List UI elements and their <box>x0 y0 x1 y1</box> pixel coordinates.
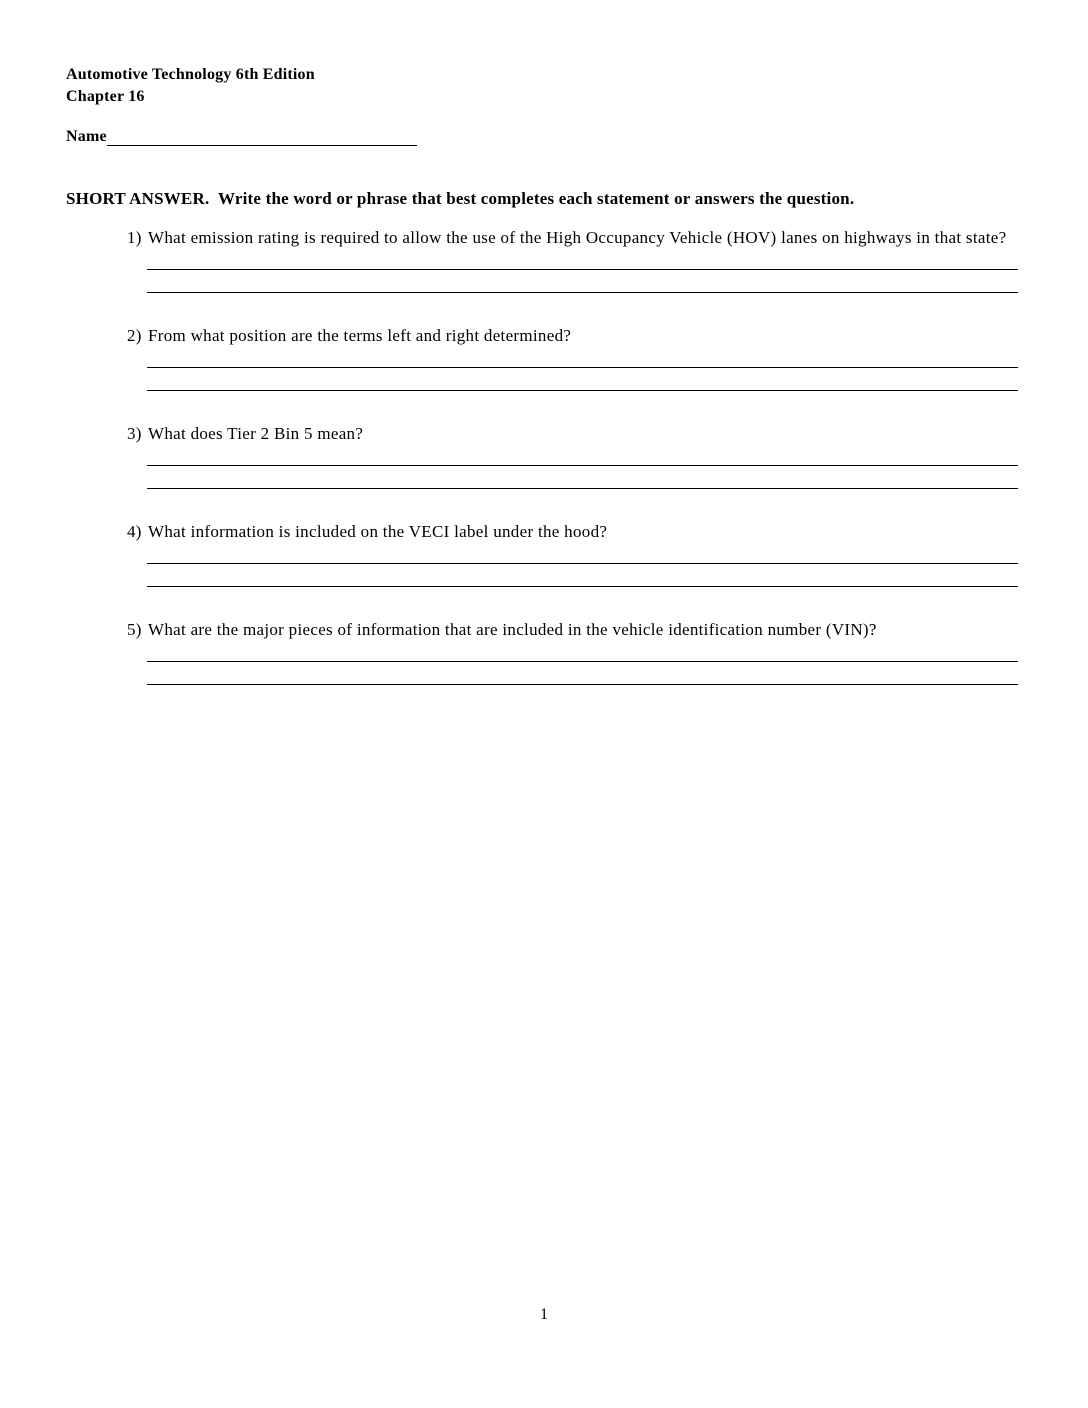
question-block-3 <box>66 422 1018 489</box>
question-text: What does Tier 2 Bin 5 mean? <box>148 424 364 443</box>
question-number: 4) <box>127 522 142 541</box>
answer-line[interactable] <box>147 642 1018 662</box>
page-number: 1 <box>540 1306 548 1323</box>
question-text: From what position are the terms left and right determined? <box>148 326 572 345</box>
answer-line[interactable] <box>147 466 1018 489</box>
question-text-row <box>127 520 1018 544</box>
answer-line[interactable] <box>147 564 1018 587</box>
question-text-row <box>127 226 1018 250</box>
question-number: 2) <box>127 326 142 345</box>
question-text: What information is included on the VECI label under the hood? <box>148 522 608 541</box>
answer-line[interactable] <box>147 446 1018 466</box>
question-text-row <box>127 422 1018 446</box>
answer-line[interactable] <box>147 270 1018 293</box>
answer-line[interactable] <box>147 368 1018 391</box>
question-number: 1) <box>127 228 142 247</box>
question-text-row <box>127 324 1018 348</box>
question-text-row <box>127 618 1018 642</box>
question-block-5 <box>66 618 1018 685</box>
document-header <box>66 64 1018 108</box>
name-input-line[interactable] <box>107 129 417 146</box>
section-heading: SHORT ANSWER. Write the word or phrase that best completes each statement or answers the question. <box>66 189 855 208</box>
answer-line[interactable] <box>147 662 1018 685</box>
question-number: 5) <box>127 620 142 639</box>
question-text: What are the major pieces of information that are included in the vehicle identification number (VIN)? <box>148 620 877 639</box>
question-block-1 <box>66 226 1018 293</box>
name-label: Name <box>66 128 107 145</box>
name-row <box>66 126 1018 146</box>
answer-line[interactable] <box>147 348 1018 368</box>
question-list <box>66 226 1018 685</box>
header-title: Automotive Technology 6th Edition <box>66 66 315 83</box>
header-chapter: Chapter 16 <box>66 88 145 105</box>
answer-line[interactable] <box>147 544 1018 564</box>
question-block-2 <box>66 324 1018 391</box>
question-block-4 <box>66 520 1018 587</box>
question-text: What emission rating is required to allow the use of the High Occupancy Vehicle (HOV) lanes on highways in that state? <box>148 228 1007 247</box>
question-number: 3) <box>127 424 142 443</box>
answer-line[interactable] <box>147 250 1018 270</box>
